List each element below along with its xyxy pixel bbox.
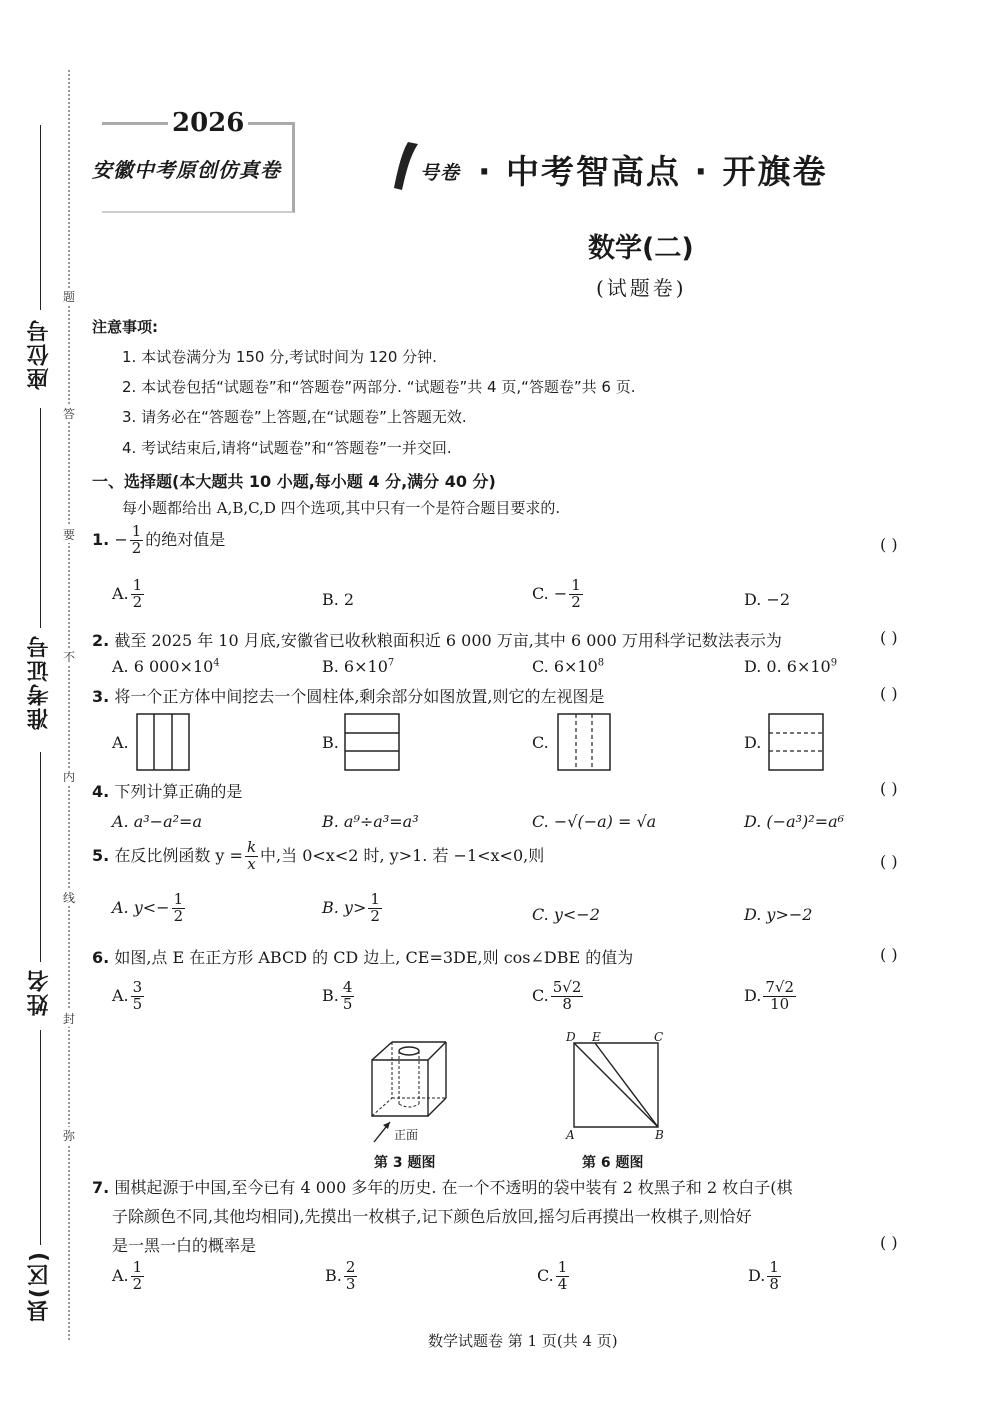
question-7-line2: 子除颜色不同,其他均相同),先摸出一枚棋子,记下颜色后放回,摇匀后再摸出一枚棋子,则恰好 <box>112 1207 752 1226</box>
notice-item: 1. 本试卷满分为 150 分,考试时间为 120 分钟. <box>122 348 437 366</box>
q1-option-b: B. 2 <box>322 590 355 609</box>
fig6-label-d: D <box>566 1030 576 1044</box>
q3-option-c-figure <box>557 713 611 771</box>
q2-option-d: D. 0. $6\times 10^9$ <box>744 657 838 676</box>
volume-mark: 号卷 <box>420 162 461 184</box>
seal-char: 弥 <box>60 1127 78 1144</box>
ticket-label: 准考证号 <box>27 634 52 730</box>
q4-option-d: D. (−a³)²=a⁶ <box>744 812 845 831</box>
q6-option-c: C. $\frac{5√2}{8}$ <box>532 978 582 1013</box>
q2-option-a: A. 6 $000\times 10^4$ <box>112 657 220 676</box>
answer-paren: ( ) <box>880 852 898 871</box>
question-5: 5. 在反比例函数 y = $\frac{k}{x}$ 中,当 0<x<2 时, y>1. 若 −1<x<0,则 <box>92 838 545 873</box>
q2-option-c: C. $6\times 10^8$ <box>532 657 605 676</box>
q6-option-a: A. $\frac{3}{5}$ <box>112 978 143 1013</box>
q4-option-c: C. −√(−a) = √a <box>532 812 657 831</box>
exam-brand: 安徽中考原创仿真卷 <box>92 158 281 182</box>
q1-option-d: D. −2 <box>744 590 791 609</box>
q3-option-b-label: B. <box>322 733 339 752</box>
q3-option-c-label: C. <box>532 733 549 752</box>
seat-line <box>40 125 41 310</box>
q7-option-d: D. $\frac{1}{8}$ <box>748 1258 779 1293</box>
answer-paren: ( ) <box>880 1233 898 1252</box>
question-2: 2. 截至 2025 年 10 月底,安徽省已收秋粮面积近 6 000 万亩,其中 6 000 万用科学记数法表示为 <box>92 631 782 650</box>
q5-option-d: D. y>−2 <box>744 905 813 924</box>
page-footer: 数学试题卷 第 1 页(共 4 页) <box>428 1332 618 1350</box>
q3-option-d-figure <box>768 713 824 771</box>
question-3: 3. 将一个正方体中间挖去一个圆柱体,剩余部分如图放置,则它的左视图是 <box>92 687 605 706</box>
paper-type: (试题卷) <box>596 276 687 300</box>
seal-char: 要 <box>60 526 78 543</box>
subject-title: 数学(二) <box>588 233 694 264</box>
q6-option-d: D. $\frac{7√2}{10}$ <box>744 978 794 1013</box>
q7-option-b: B. $\frac{2}{3}$ <box>325 1258 356 1293</box>
seal-char: 不 <box>60 648 78 665</box>
seal-char: 内 <box>60 768 78 785</box>
answer-paren: ( ) <box>880 779 898 798</box>
seal-char: 线 <box>60 889 78 906</box>
q3-option-a-label: A. <box>112 733 129 752</box>
fig6-label-c: C <box>654 1030 664 1044</box>
fig3-front-label: 正面 <box>394 1128 419 1142</box>
answer-paren: ( ) <box>880 628 898 647</box>
answer-paren: ( ) <box>880 535 898 554</box>
name-line <box>40 752 41 962</box>
q7-option-c: C. $\frac{1}{4}$ <box>537 1258 568 1293</box>
exam-title: · 中考智高点 · 开旗卷 <box>478 152 828 191</box>
county-line <box>40 1030 41 1245</box>
fig6-label-a: A <box>566 1128 575 1142</box>
ticket-line <box>40 408 41 628</box>
section-instruction: 每小题都给出 A,B,C,D 四个选项,其中只有一个是符合题目要求的. <box>122 499 561 517</box>
q5-option-c: C. y<−2 <box>532 905 600 924</box>
name-label: 姓名 <box>27 968 52 1016</box>
q7-option-a: A. $\frac{1}{2}$ <box>112 1258 143 1293</box>
question-7-line3: 是一黑一白的概率是 <box>112 1236 257 1255</box>
seal-char: 封 <box>60 1010 78 1027</box>
volume-one-brush-icon <box>388 140 422 192</box>
seal-char: 答 <box>60 405 78 422</box>
q2-option-b: B. $6\times 10^7$ <box>322 657 395 676</box>
fig6-label-b: B <box>655 1128 664 1142</box>
q4-option-a: A. a³−a²=a <box>112 812 202 831</box>
exam-year: 2026 <box>168 108 248 138</box>
notice-heading: 注意事项: <box>92 318 158 336</box>
q1-option-c: C. − $\frac{1}{2}$ <box>532 576 581 611</box>
county-label: 县(区) <box>27 1250 52 1323</box>
fig6-caption: 第 6 题图 <box>582 1155 644 1171</box>
answer-paren: ( ) <box>880 945 898 964</box>
answer-paren: ( ) <box>880 684 898 703</box>
q3-option-d-label: D. <box>744 733 762 752</box>
seat-label: 座位号 <box>27 318 52 390</box>
binding-dotted-line <box>68 70 70 1340</box>
q4-option-b: B. a⁹÷a³=a³ <box>322 812 419 831</box>
q6-option-b: B. $\frac{4}{5}$ <box>322 978 353 1013</box>
fig6-square <box>573 1042 659 1128</box>
seal-char: 题 <box>60 288 78 305</box>
question-1: 1. − $\frac{1}{2}$ 的绝对值是 <box>92 522 226 557</box>
section-heading: 一、选择题(本大题共 10 小题,每小题 4 分,满分 40 分) <box>92 472 496 491</box>
q3-option-a-figure <box>136 713 190 771</box>
question-4: 4. 下列计算正确的是 <box>92 782 243 801</box>
q5-option-a: A. y<− $\frac{1}{2}$ <box>112 890 184 925</box>
q3-option-b-figure <box>344 713 400 771</box>
question-6: 6. 如图,点 E 在正方形 ABCD 的 CD 边上, CE=3DE,则 cos∠DBE 的值为 <box>92 948 634 967</box>
notice-item: 4. 考试结束后,请将“试题卷”和“答题卷”一并交回. <box>122 439 452 457</box>
fig3-caption: 第 3 题图 <box>374 1155 436 1171</box>
fig6-label-e: E <box>592 1030 601 1044</box>
notice-item: 2. 本试卷包括“试题卷”和“答题卷”两部分. “试题卷”共 4 页,“答题卷”共 6 页. <box>122 378 636 396</box>
notice-item: 3. 请务必在“答题卷”上答题,在“试题卷”上答题无效. <box>122 408 467 426</box>
q1-option-a: A. $\frac{1}{2}$ <box>112 576 143 611</box>
q5-option-b: B. y> $\frac{1}{2}$ <box>322 890 380 925</box>
question-7-line1: 7. 围棋起源于中国,至今已有 4 000 多年的历史. 在一个不透明的袋中装有 2 枚黑子和 2 枚白子(棋 <box>92 1178 793 1197</box>
